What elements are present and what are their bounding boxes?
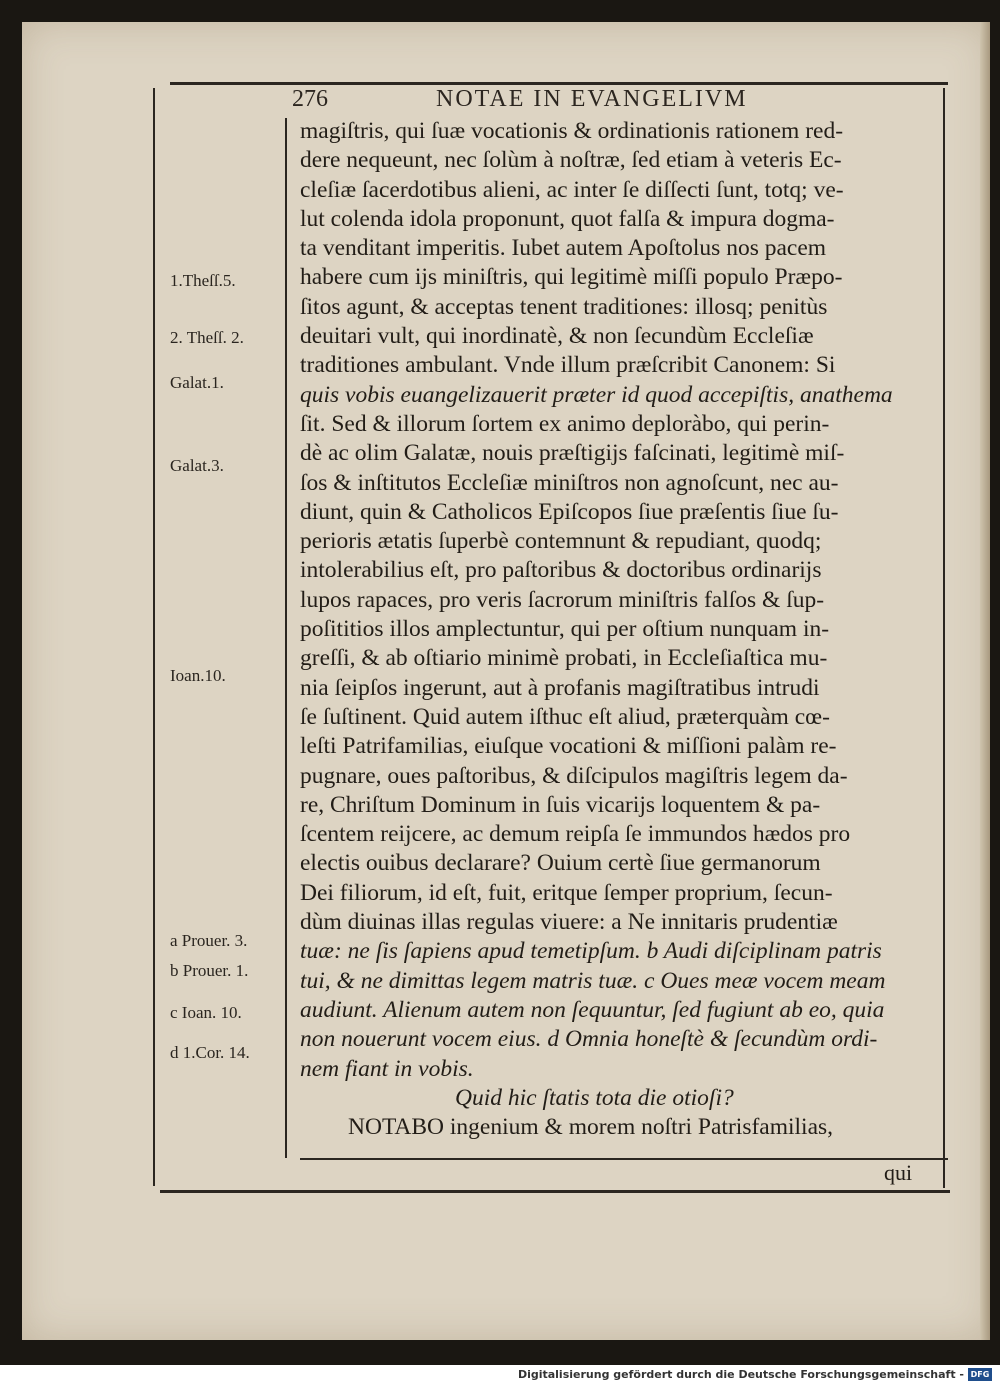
digitization-footer [0,1365,1000,1385]
text-line: diunt, quin & Catholicos Epiſcopos ſiue præſentis ſiue ſu- [300,498,839,525]
text-line: quis vobis euangelizauerit præter id quod accepiſtis, anathema [300,381,893,408]
text-line: leſti Patrifamilias, eiuſque vocationi & miſſioni palàm re- [300,733,837,760]
margin-note: d 1.Cor. 14. [170,1043,250,1062]
margin-note: Galat.1. [170,373,224,392]
text-line: tuæ: ne ſis ſapiens apud temetipſum. b Audi diſciplinam patris [300,938,882,965]
text-line: magiſtris, qui ſuæ vocationis & ordinationis rationem red- [300,118,844,144]
margin-note: 2. Theſſ. 2. [170,328,244,347]
left-border-line [153,88,155,1186]
page-edge [980,22,990,1340]
running-title: NOTAE IN EVANGELIVM [436,86,748,112]
margin-note: a Prouer. 3. [170,931,248,950]
running-header [268,86,948,116]
text-line: lut colenda idola proponunt, quot falſa & impura dogma- [300,205,835,232]
text-line: traditiones ambulant. Vnde illum præſcribit Canonem: Si [300,352,836,379]
text-line: dùm diuinas illas regulas viuere: a Ne innitaris prudentiæ [300,909,838,936]
text-line: lupos rapaces, pro veris ſacrorum miniſtris falſos & ſup- [300,586,825,613]
text-line: ſe ſuſtinent. Quid autem iſthuc eſt aliud, præterquàm cœ- [300,703,830,730]
footer-credit: Digitalisierung gefördert durch die Deutsche Forschungsgemeinschaft - [517,1368,964,1381]
text-line: Dei filiorum, id eſt, fuit, eritque ſemper proprium, ſecun- [300,879,833,906]
text-line: greſſi, & ab oſtiario minimè probati, in Eccleſiaſtica mu- [300,645,828,672]
header-rule [170,82,948,85]
text-line: electis ouibus declarare? Ouium certè ſiue germanorum [300,850,821,877]
margin-note: c Ioan. 10. [170,1003,242,1022]
margin-note: 1.Theſſ.5. [170,271,236,290]
text-line: non nouerunt vocem eius. d Omnia honeſtè & ſecundùm ordi- [300,1026,878,1053]
text-line: ſitos agunt, & acceptas tenent traditiones: illosq; penitùs [300,293,828,320]
text-line: nem fiant in vobis. [300,1055,474,1082]
main-text-block [300,117,938,1142]
margin-note: b Prouer. 1. [170,961,249,980]
text-line: ta venditant imperitis. Iubet autem Apoſtolus nos pacem [300,235,827,262]
text-line: poſititios illos amplectuntur, qui per oſtium nunquam in- [300,616,830,643]
footer-rule [160,1190,950,1193]
text-line: ſcentem reijcere, ac demum reipſa ſe immundos hædos pro [300,821,851,848]
text-line: deuitari vult, qui inordinatè, & non ſecundùm Eccleſiæ [300,323,814,350]
right-border-line [943,88,945,1188]
text-line: pugnare, oues paſtoribus, & diſcipulos magiſtris legem da- [300,762,848,789]
margin-note: Ioan.10. [170,666,226,685]
text-line: intolerabilius eſt, pro paſtoribus & doctoribus ordinarijs [300,557,822,584]
text-line: nia ſeipſos ingerunt, aut à profanis magiſtratibus intrudi [300,674,820,701]
text-line: tui, & ne dimittas legem matris tuæ. c Oues meæ vocem meam [300,967,886,994]
text-line: NOTABO ingenium & morem noſtri Patrisfamilias, [348,1114,834,1141]
margin-divider-line [285,118,287,1158]
margin-note: Galat.3. [170,456,224,475]
text-line: habere cum ijs miniſtris, qui legitimè miſſi populo Præpo- [300,264,843,291]
text-line: ſit. Sed & illorum ſortem ex animo deploràbo, qui perin- [300,410,830,437]
text-line: ſos & inſtitutos Eccleſiæ miniſtros non agnoſcunt, nec au- [300,469,839,496]
section-heading: Quid hic ſtatis tota die otioſi? [455,1084,734,1111]
text-line: audiunt. Alienum autem non ſequuntur, ſed fugiunt ab eo, quia [300,996,885,1023]
text-bottom-rule [300,1158,948,1160]
text-line: re, Chriſtum Dominum in ſuis vicarijs loquentem & pa- [300,791,821,818]
page-number: 276 [292,86,328,112]
text-line: dè ac olim Galatæ, nouis præſtigijs faſcinati, legitimè miſ- [300,440,845,467]
dfg-logo: DFG [968,1368,992,1381]
catchword: qui [884,1160,913,1185]
text-line: perioris ætatis ſuperbè contemnunt & repudiant, quodq; [300,528,822,555]
text-line: dere nequeunt, nec ſolùm à noſtræ, ſed etiam à veteris Ec- [300,147,842,174]
text-line: cleſiæ ſacerdotibus alieni, ac inter ſe diſſecti ſunt, totq; ve- [300,176,844,203]
